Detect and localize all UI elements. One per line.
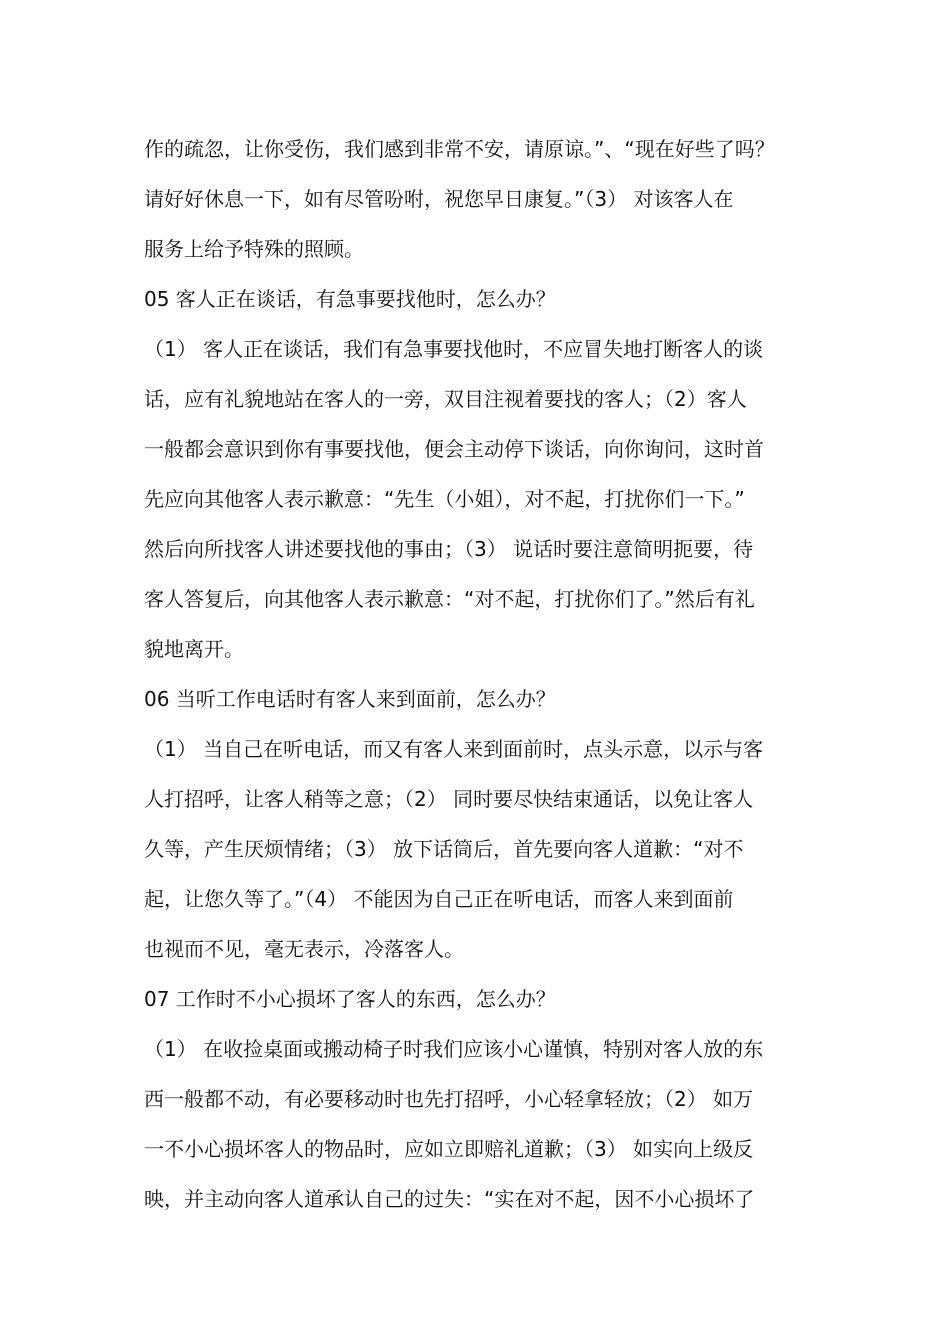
text-line-19: （1） 在收捡桌面或搬动椅子时我们应该小心谨慎，特别对客人放的东 xyxy=(144,1037,764,1061)
text-line-22: 映，并主动向客人道承认自己的过失：“实在对不起，因不小心损坏了 xyxy=(144,1187,755,1211)
section-heading-06: 06 当听工作电话时有客人来到面前，怎么办？ xyxy=(144,687,556,711)
text-line-1: 作的疏忽，让你受伤，我们感到非常不安，请原谅。”、“现在好些了吗？ xyxy=(144,137,775,161)
text-line-21: 一不小心损坏客人的物品时，应如立即赔礼道歉；（3） 如实向上级反 xyxy=(144,1137,754,1161)
text-line-11: 貌地离开。 xyxy=(144,637,244,661)
text-line-16: 起，让您久等了。”（4） 不能因为自己正在听电话，而客人来到面前 xyxy=(144,887,734,911)
text-line-2: 请好好休息一下，如有尽管吩咐，祝您早日康复。”（3） 对该客人在 xyxy=(144,187,734,211)
text-line-17: 也视而不见，毫无表示，冷落客人。 xyxy=(144,937,464,961)
text-line-13: （1） 当自己在听电话，而又有客人来到面前时，点头示意，以示与客 xyxy=(144,737,764,761)
section-heading-07: 07 工作时不小心损坏了客人的东西，怎么办？ xyxy=(144,987,556,1011)
text-line-15: 久等，产生厌烦情绪；（3） 放下话筒后，首先要向客人道歉：“对不 xyxy=(144,837,744,861)
section-heading-05: 05 客人正在谈话，有急事要找他时，怎么办？ xyxy=(144,287,556,311)
text-line-3: 服务上给予特殊的照顾。 xyxy=(144,237,364,261)
text-line-8: 先应向其他客人表示歉意：“先生（小姐），对不起，打扰你们一下。” xyxy=(144,487,745,511)
text-line-5: （1） 客人正在谈话，我们有急事要找他时，不应冒失地打断客人的谈 xyxy=(144,337,764,361)
text-line-10: 客人答复后，向其他客人表示歉意：“对不起，打扰你们了。”然后有礼 xyxy=(144,587,755,611)
text-line-14: 人打招呼，让客人稍等之意；（2） 同时要尽快结束通话，以免让客人 xyxy=(144,787,754,811)
text-line-7: 一般都会意识到你有事要找他，便会主动停下谈话，向你询问，这时首 xyxy=(144,437,764,461)
text-line-20: 西一般都不动，有必要移动时也先打招呼，小心轻拿轻放；（2） 如万 xyxy=(144,1087,754,1111)
text-line-6: 话，应有礼貌地站在客人的一旁，双目注视着要找的客人；（2）客人 xyxy=(144,387,747,411)
text-line-9: 然后向所找客人讲述要找他的事由；（3） 说话时要注意简明扼要，待 xyxy=(144,537,754,561)
